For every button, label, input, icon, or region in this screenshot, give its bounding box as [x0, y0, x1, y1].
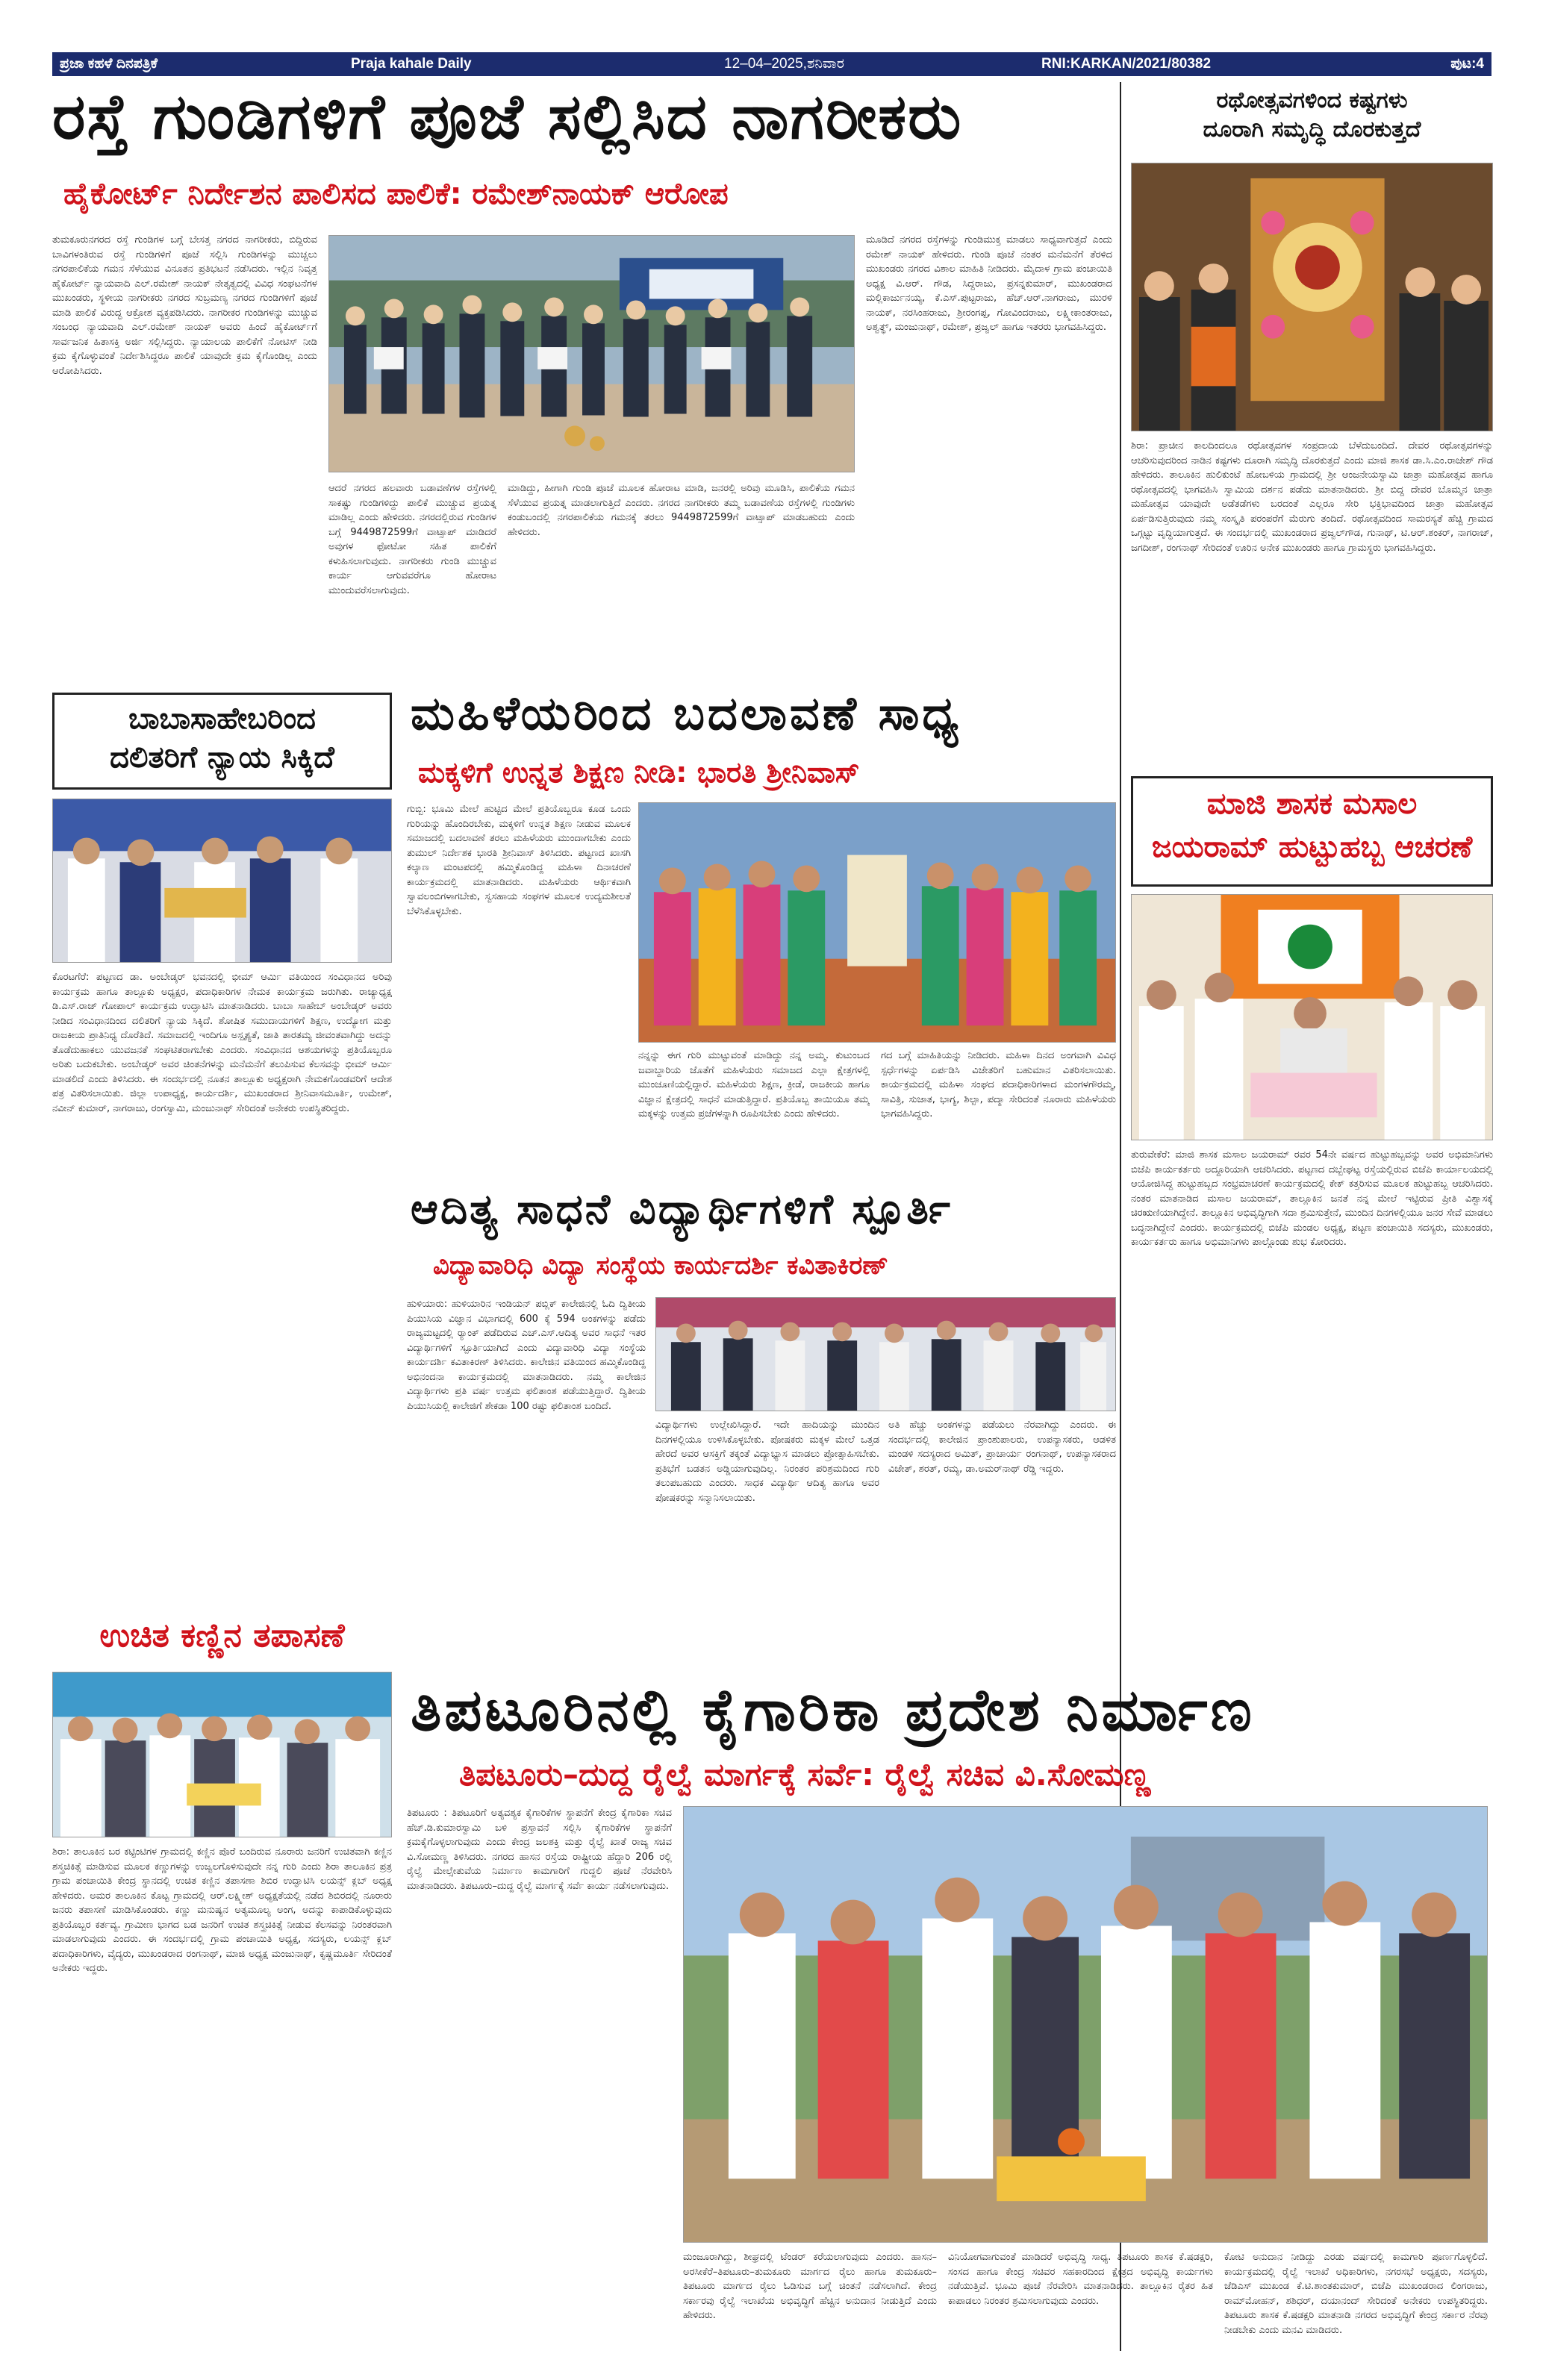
story2-headline-box [1131, 88, 1493, 142]
story8-column-2: ಮಂಜೂರಾಗಿದ್ದು, ಶೀಘ್ರದಲ್ಲಿ ಟೆಂಡರ್ ಕರೆಯಲಾಗುವುದು ಎಂದರು. ಹಾಸನ–ಅರಸೀಕೆರೆ–ತಿಪಟೂರು–ತುಮಕೂರು ಮಾರ್ಗದ ರೈಲು ಹಾಗೂ ತುಮಕೂರು–ತಿಪಟೂರು ಮಾರ್ಗದ ರೈಲು ಓಡಿಸುವ ಬಗ್ಗೆ ಚಿಂತನೆ ನಡೆಸಲಾಗಿದೆ. ಕೇಂದ್ರ ಸರ್ಕಾರವು ರೈಲ್ವೆ ಇಲಾಖೆಯ ಅಭಿವೃದ್ಧಿಗೆ ಹೆಚ್ಚಿನ ಅನುದಾನ ನೀಡುತ್ತಿದೆ ಎಂದು ಹೇಳಿದರು. [683, 2252, 937, 2321]
story6-headline: ಆದಿತ್ಯ ಸಾಧನೆ ವಿದ್ಯಾರ್ಥಿಗಳಿಗೆ ಸ್ಪೂರ್ತಿ [411, 1185, 953, 1234]
story3-headline-line-1: ಬಾಬಾಸಾಹೇಬರಿಂದ [128, 702, 316, 736]
story8-railway-puja-photo [683, 1806, 1488, 2243]
story8-column-3: ವಿನಿಯೋಗವಾಗುವಂತೆ ಮಾಡಿದರೆ ಅಭಿವೃದ್ಧಿ ಸಾಧ್ಯ. ತಿಪಟೂರು ಶಾಸಕ ಕೆ.ಷಡಕ್ಷರಿ, ಸಂಸದ ಹಾಗೂ ಕೇಂದ್ರ ಸಚಿವರ ಸಹಕಾರದಿಂದ ಕ್ಷೇತ್ರದ ಅಭಿವೃದ್ಧಿ ಕಾರ್ಯಗಳು ನಡೆಯುತ್ತಿವೆ. ಭೂಮಿ ಪೂಜೆ ನೆರವೇರಿಸಿ ಮಾತನಾಡಿದರು. ತಾಲ್ಲೂಕಿನ ರೈತರ ಹಿತ ಕಾಪಾಡಲು ನಿರಂತರ ಶ್ರಮಿಸಲಾಗುವುದು ಎಂದರು. [948, 2252, 1213, 2307]
story2-headline-line-2: ದೂರಾಗಿ ಸಮೃದ್ಧಿ ದೊರಕುತ್ತದೆ [1203, 116, 1421, 143]
story4-headline: ಮಹಿಳೆಯರಿಂದ ಬದಲಾವಣೆ ಸಾಧ್ಯ [411, 686, 961, 740]
story3-felicitation-photo [52, 799, 392, 963]
story3-body: ಕೊರಟಗೆರೆ: ಪಟ್ಟಣದ ಡಾ. ಅಂಬೇಡ್ಕರ್ ಭವನದಲ್ಲಿ ಭೀಮ್ ಆರ್ಮಿ ವತಿಯಿಂದ ಸಂವಿಧಾನದ ಅರಿವು ಕಾರ್ಯಕ್ರಮ ಹಾಗೂ ತಾಲ್ಲೂಕು ಅಧ್ಯಕ್ಷರ, ಪದಾಧಿಕಾರಿಗಳ ನೇಮಕ ಕಾರ್ಯಕ್ರಮ ಜರುಗಿತು. ರಾಜ್ಯಾಧ್ಯಕ್ಷ ಡಿ.ಎಸ್.ರಾಜ್ ಗೋಪಾಲ್ ಕಾರ್ಯಕ್ರಮ ಉದ್ಘಾಟಿಸಿ ಮಾತನಾಡಿದರು. ಬಾಬಾ ಸಾಹೇಬ್ ಅಂಬೇಡ್ಕರ್ ಅವರು ನೀಡಿದ ಸಂವಿಧಾನದಿಂದ ದಲಿತರಿಗೆ ನ್ಯಾಯ ಸಿಕ್ಕಿದೆ. ಶೋಷಿತ ಸಮುದಾಯಗಳಿಗೆ ಶಿಕ್ಷಣ, ಉದ್ಯೋಗ ಮತ್ತು ರಾಜಕೀಯ ಪ್ರಾತಿನಿಧ್ಯ ದೊರೆತಿದೆ. ಸಮಾಜದಲ್ಲಿ ಇಂದಿಗೂ ಅಸ್ಪೃಶ್ಯತೆ, ಜಾತಿ ತಾರತಮ್ಯ ಜೀವಂತವಾಗಿದ್ದು ಅದನ್ನು ತೊಡೆದುಹಾಕಲು ಯುವಜನತೆ ಸಂಘಟಿತರಾಗಬೇಕು ಎಂದರು. ಸಂವಿಧಾನದ ಆಶಯಗಳನ್ನು ಪ್ರತಿಯೊಬ್ಬರೂ ಅರಿತು ಬದುಕಬೇಕು. ಅಂಬೇಡ್ಕರ್ ಅವರ ಚಿಂತನೆಗಳನ್ನು ಮನೆಮನೆಗೆ ತಲುಪಿಸುವ ಕೆಲಸವನ್ನು ಭೀಮ್ ಆರ್ಮಿ ಮಾಡಲಿದೆ ಎಂದು ತಿಳಿಸಿದರು. ಈ ಸಂದರ್ಭದಲ್ಲಿ ನೂತನ ತಾಲ್ಲೂಕು ಅಧ್ಯಕ್ಷರಾಗಿ ನೇಮಕಗೊಂಡವರಿಗೆ ಆದೇಶ ಪತ್ರ ವಿತರಿಸಲಾಯಿತು. ಜಿಲ್ಲಾ ಉಪಾಧ್ಯಕ್ಷ, ಕಾರ್ಯದರ್ಶಿ, ಮುಖಂಡರಾದ ಶ್ರೀನಿವಾಸಮೂರ್ತಿ, ಉಮೇಶ್, ನವೀನ್ ಕುಮಾರ್, ನಾಗರಾಜು, ರಂಗಸ್ವಾಮಿ, ಮಂಜುನಾಥ್ ಸೇರಿದಂತೆ ಅನೇಕರು ಉಪಸ್ಥಿತರಿದ್ದರು. [52, 972, 392, 1114]
story1-column-3: ಮಾಡಿದ್ದು, ಹೀಗಾಗಿ ಗುಂಡಿ ಪೂಜೆ ಮೂಲಕ ಹೋರಾಟ ಮಾಡಿ, ಜನರಲ್ಲಿ ಅರಿವು ಮೂಡಿಸಿ, ಪಾಲಿಕೆಯ ಗಮನ ಸೆಳೆಯುವ ಪ್ರಯತ್ನ ಮಾಡಲಾಗುತ್ತಿದೆ ಎಂದರು. ನಗರದ ನಾಗರೀಕರು ತಮ್ಮ ಬಡಾವಣೆಯ ರಸ್ತೆಗಳಲ್ಲಿ ಗುಂಡಿಗಳು ಕಂಡುಬಂದಲ್ಲಿ ನಗರಪಾಲಿಕೆಯ ಗಮನಕ್ಕೆ ತರಲು 9449872599ಗೆ ವಾಟ್ಸಾಪ್ ಮಾಡಬಹುದು ಎಂದು ಹೇಳಿದರು. [508, 483, 855, 538]
story4-column-1: ಗುಬ್ಬಿ: ಭೂಮಿ ಮೇಲೆ ಹುಟ್ಟಿದ ಮೇಲೆ ಪ್ರತಿಯೊಬ್ಬರೂ ಕೂಡ ಒಂದು ಗುರಿಯನ್ನು ಹೊಂದಿರಬೇಕು, ಮಕ್ಕಳಿಗೆ ಉನ್ನತ ಶಿಕ್ಷಣ ನೀಡುವ ಮೂಲಕ ಸಮಾಜದಲ್ಲಿ ಬದಲಾವಣೆ ತರಲು ಮಹಿಳೆಯರು ಮುಂದಾಗಬೇಕು ಎಂದು ತುಮುಲ್ ನಿರ್ದೇಶಕ ಭಾರತಿ ಶ್ರೀನಿವಾಸ್ ತಿಳಿಸಿದರು. ಪಟ್ಟಣದ ಖಾಸಗಿ ಕಲ್ಯಾಣ ಮಂಟಪದಲ್ಲಿ ಹಮ್ಮಿಕೊಂಡಿದ್ದ ಮಹಿಳಾ ದಿನಾಚರಣೆ ಕಾರ್ಯಕ್ರಮದಲ್ಲಿ ಮಾತನಾಡಿದರು. ಮಹಿಳೆಯರು ಆರ್ಥಿಕವಾಗಿ ಸ್ವಾವಲಂಬಿಗಳಾಗಬೇಕು, ಸ್ವಸಹಾಯ ಸಂಘಗಳ ಮೂಲಕ ಉದ್ಯಮಶೀಲತೆ ಬೆಳೆಸಿಕೊಳ್ಳಬೇಕು. [407, 804, 631, 917]
story7-body: ಶಿರಾ: ತಾಲೂಕಿನ ಬರ ಕಟ್ಟಿಂಟಿಗಳ ಗ್ರಾಮದಲ್ಲಿ ಕಣ್ಣಿನ ಪೊರೆ ಬಂದಿರುವ ನೂರಾರು ಜನರಿಗೆ ಉಚಿತವಾಗಿ ಕಣ್ಣಿನ ಶಸ್ತ್ರಚಿಕಿತ್ಸೆ ಮಾಡಿಸುವ ಮೂಲಕ ಕಣ್ಣುಗಳನ್ನು ಉಜ್ವಲಗೊಳಿಸುವುದೇ ನನ್ನ ಗುರಿ ಎಂದು ಶಿರಾ ತಾಲೂಕಿನ ಪ್ರತ್ರ ಗ್ರಾಮ ಪಂಚಾಯಿತಿ ಕೇಂದ್ರ ಸ್ಥಾನದಲ್ಲಿ ಉಚಿತ ಕಣ್ಣಿನ ತಪಾಸಣಾ ಶಿಬಿರ ಉದ್ಘಾಟಿಸಿ ಲಯನ್ಸ್ ಕ್ಲಬ್ ಅಧ್ಯಕ್ಷ ಹೇಳಿದರು. ಅಮರ ತಾಲೂಕಿನ ಕೊಟ್ಟ ಗ್ರಾಮದಲ್ಲಿ ಆರ್.ಲಕ್ಷ್ಮೀಶ್ ಅಧ್ಯಕ್ಷತೆಯಲ್ಲಿ ನಡೆದ ಶಿಬಿರದಲ್ಲಿ ನೂರಾರು ಜನರು ತಪಾಸಣೆ ಮಾಡಿಸಿಕೊಂಡರು. ಕಣ್ಣು ಮನುಷ್ಯನ ಅತ್ಯಮೂಲ್ಯ ಅಂಗ, ಅದನ್ನು ಕಾಪಾಡಿಕೊಳ್ಳುವುದು ಪ್ರತಿಯೊಬ್ಬರ ಕರ್ತವ್ಯ. ಗ್ರಾಮೀಣ ಭಾಗದ ಬಡ ಜನರಿಗೆ ಉಚಿತ ಶಸ್ತ್ರಚಿಕಿತ್ಸೆ ನೀಡುವ ಕೆಲಸವನ್ನು ನಿರಂತರವಾಗಿ ಮಾಡಲಾಗುವುದು ಎಂದರು. ಈ ಸಂದರ್ಭದಲ್ಲಿ ಗ್ರಾಮ ಪಂಚಾಯಿತಿ ಅಧ್ಯಕ್ಷ, ಸದಸ್ಯರು, ಲಯನ್ಸ್ ಕ್ಲಬ್ ಪದಾಧಿಕಾರಿಗಳು, ವೈದ್ಯರು, ಮುಖಂಡರಾದ ರಂಗನಾಥ್, ಮಾಜಿ ಅಧ್ಯಕ್ಷ ಮಂಜುನಾಥ್, ಕೃಷ್ಣಮೂರ್ತಿ ಸೇರಿದಂತೆ ಅನೇಕರು ಇದ್ದರು. [52, 1846, 392, 1974]
story6-college-photo [655, 1297, 1116, 1411]
story8-column-1: ತಿಪಟೂರು : ತಿಪಟೂರಿಗೆ ಅತ್ಯವಶ್ಯಕ ಕೈಗಾರಿಕೆಗಳ ಸ್ಥಾಪನೆಗೆ ಕೇಂದ್ರ ಕೈಗಾರಿಕಾ ಸಚಿವ ಹೆಚ್.ಡಿ.ಕುಮಾರಸ್ವಾಮಿ ಬಳಿ ಪ್ರಸ್ತಾವನೆ ಸಲ್ಲಿಸಿ ಕೈಗಾರಿಕೆಗಳ ಸ್ಥಾಪನೆಗೆ ಕ್ರಮಕೈಗೊಳ್ಳಲಾಗುವುದು ಎಂದು ಕೇಂದ್ರ ಜಲಶಕ್ತಿ ಮತ್ತು ರೈಲ್ವೆ ಖಾತೆ ರಾಜ್ಯ ಸಚಿವ ವಿ.ಸೋಮಣ್ಣ ತಿಳಿಸಿದರು. ನಗರದ ಹಾಸನ ರಸ್ತೆಯ ರಾಷ್ಟ್ರೀಯ ಹೆದ್ದಾರಿ 206 ರಲ್ಲಿ ರೈಲ್ವೆ ಮೇಲ್ಸೇತುವೆಯ ನಿರ್ಮಾಣ ಕಾಮಗಾರಿಗೆ ಗುದ್ದಲಿ ಪೂಜೆ ನೆರವೇರಿಸಿ ಮಾತನಾಡಿದರು. ತಿಪಟೂರು–ದುದ್ದ ರೈಲ್ವೆ ಮಾರ್ಗಕ್ಕೆ ಸರ್ವೆ ಕಾರ್ಯ ನಡೆಸಲಾಗುವುದು. [407, 1808, 672, 1892]
story6-column-3: ಅತಿ ಹೆಚ್ಚು ಅಂಕಗಳನ್ನು ಪಡೆಯಲು ನೆರವಾಗಿದ್ದು ಎಂದರು. ಈ ಸಂದರ್ಭದಲ್ಲಿ ಕಾಲೇಜಿನ ಪ್ರಾಂಶುಪಾಲರು, ಉಪನ್ಯಾಸಕರು, ಆಡಳಿತ ಮಂಡಳಿ ಸದಸ್ಯರಾದ ಅಮಿತ್, ಪ್ರಾಚಾರ್ಯ ರಂಗನಾಥ್, ಉಪನ್ಯಾಸಕರಾದ ವಿಜೇತ್, ಶರತ್, ರಮ್ಯ, ಡಾ.ಅಮರ್‌ನಾಥ್ ರೆಡ್ಡಿ ಇದ್ದರು. [888, 1419, 1116, 1475]
masthead-kannada-name: ಪ್ರಜಾ ಕಹಳೆ ದಿನಪತ್ರಿಕೆ [60, 56, 158, 72]
story3-headline-line-2: ದಲಿತರಿಗೆ ನ್ಯಾಯ ಸಿಕ್ಕಿದೆ [110, 740, 334, 775]
story1-subhead: ಹೈಕೋರ್ಟ್ ನಿರ್ದೇಶನ ಪಾಲಿಸದ ಪಾಲಿಕೆ: ರಮೇಶ್‌ನಾಯಕ್ ಆರೋಪ [63, 177, 729, 211]
story6-subhead: ವಿದ್ಯಾವಾರಿಧಿ ವಿದ್ಯಾ ಸಂಸ್ಥೆಯ ಕಾರ್ಯದರ್ಶಿ ಕವಿತಾಕಿರಣ್ [433, 1251, 888, 1281]
story4-subhead: ಮಕ್ಕಳಿಗೆ ಉನ್ನತ ಶಿಕ್ಷಣ ನೀಡಿ: ಭಾರತಿ ಶ್ರೀನಿವಾಸ್ [418, 756, 860, 789]
masthead-rni: RNI:KARKAN/2021/80382 [1041, 56, 1212, 72]
masthead-bar [52, 52, 1491, 76]
story5-body: ತುರುವೇಕೆರೆ: ಮಾಜಿ ಶಾಸಕ ಮಸಾಲ ಜಯರಾಮ್ ರವರ 54ನೇ ವರ್ಷದ ಹುಟ್ಟುಹಬ್ಬವನ್ನು ಅವರ ಅಭಿಮಾನಿಗಳು ಬಿಜೆಪಿ ಕಾರ್ಯಕರ್ತರು ಅದ್ದೂರಿಯಾಗಿ ಆಚರಿಸಿದರು. ಪಟ್ಟಣದ ದಬ್ಬೇಘಟ್ಟ ರಸ್ತೆಯಲ್ಲಿರುವ ಬಿಜೆಪಿ ಕಾರ್ಯಾಲಯದಲ್ಲಿ ಆಯೋಜಿಸಿದ್ದ ಹುಟ್ಟುಹಬ್ಬದ ಸಂಭ್ರಮಾಚರಣೆ ಕಾರ್ಯಕ್ರಮದಲ್ಲಿ ಕೇಕ್ ಕತ್ತರಿಸುವ ಮೂಲಕ ಹುಟ್ಟುಹಬ್ಬ ಆಚರಿಸಿದರು. ನಂತರ ಮಾತನಾಡಿದ ಮಸಾಲ ಜಯರಾಮ್, ತಾಲ್ಲೂಕಿನ ಜನತೆ ನನ್ನ ಮೇಲೆ ಇಟ್ಟಿರುವ ಪ್ರೀತಿ ವಿಶ್ವಾಸಕ್ಕೆ ಚಿರಋಣಿಯಾಗಿದ್ದೇನೆ. ತಾಲ್ಲೂಕಿನ ಅಭಿವೃದ್ಧಿಗಾಗಿ ಸದಾ ಶ್ರಮಿಸುತ್ತೇನೆ, ಮುಂದಿನ ದಿನಗಳಲ್ಲಿಯೂ ಜನರ ಸೇವೆ ಮಾಡಲು ಬದ್ಧನಾಗಿದ್ದೇನೆ ಎಂದರು. ಕಾರ್ಯಕ್ರಮದಲ್ಲಿ ಬಿಜೆಪಿ ಮಂಡಲ ಅಧ್ಯಕ್ಷ, ಪಟ್ಟಣ ಪಂಚಾಯಿತಿ ಸದಸ್ಯರು, ಮುಖಂಡರು, ಕಾರ್ಯಕರ್ತರು ಹಾಗೂ ಅಭಿಮಾನಿಗಳು ಪಾಲ್ಗೊಂಡು ಶುಭ ಕೋರಿದರು. [1131, 1149, 1493, 1248]
story7-eye-camp-photo [52, 1672, 392, 1837]
story7-headline: ಉಚಿತ ಕಣ್ಣಿನ ತಪಾಸಣೆ [99, 1617, 345, 1655]
story3-headline-box [52, 693, 392, 790]
story5-headline-line-2: ಜಯರಾಮ್ ಹುಟ್ಟುಹಬ್ಬ ಆಚರಣೆ [1151, 830, 1473, 864]
story8-headline: ತಿಪಟೂರಿನಲ್ಲಿ ಕೈಗಾರಿಕಾ ಪ್ರದೇಶ ನಿರ್ಮಾಣ [411, 1677, 1255, 1744]
story8-column-4: ಕೋಟಿ ಅನುದಾನ ನೀಡಿದ್ದು ಎರಡು ವರ್ಷದಲ್ಲಿ ಕಾಮಗಾರಿ ಪೂರ್ಣಗೊಳ್ಳಲಿದೆ. ಕಾರ್ಯಕ್ರಮದಲ್ಲಿ ರೈಲ್ವೆ ಇಲಾಖೆ ಅಧಿಕಾರಿಗಳು, ನಗರಸಭೆ ಅಧ್ಯಕ್ಷರು, ಸದಸ್ಯರು, ಜೆಡಿಎಸ್ ಮುಖಂಡ ಕೆ.ಟಿ.ಶಾಂತಕುಮಾರ್, ಬಿಜೆಪಿ ಮುಖಂಡರಾದ ಲಿಂಗರಾಜು, ರಾಮ್‌ಮೋಹನ್, ಶಶಿಧರ್, ದಯಾನಂದ್ ಸೇರಿದಂತೆ ಅನೇಕರು ಉಪಸ್ಥಿತರಿದ್ದರು. ತಿಪಟೂರು ಶಾಸಕ ಕೆ.ಷಡಕ್ಷರಿ ಮಾತನಾಡಿ ನಗರದ ಅಭಿವೃದ್ಧಿಗೆ ಕೇಂದ್ರ ಸರ್ಕಾರ ನೆರವು ನೀಡಬೇಕು ಎಂದು ಮನವಿ ಮಾಡಿದರು. [1224, 2252, 1488, 2336]
story4-women-day-photo [638, 802, 1116, 1043]
story2-temple-photo [1131, 163, 1493, 431]
masthead-date: 12–04–2025,ಶನಿವಾರ [724, 56, 844, 72]
story2-headline-line-1: ರಥೋತ್ಸವಗಳಿಂದ ಕಷ್ಟಗಳು [1216, 87, 1408, 113]
story1-column-1: ತುಮಕೂರುನಗರದ ರಸ್ತೆ ಗುಂಡಿಗಳ ಬಗ್ಗೆ ಬೇಸತ್ತ ನಗರದ ನಾಗರೀಕರು, ಬಿದ್ದಿರುವ ಬಾವಿಗಳಂತಿರುವ ರಸ್ತೆ ಗುಂಡಿಗಳಿಗೆ ಪೂಜೆ ಸಲ್ಲಿಸಿ ಗುಂಡಿಗಳನ್ನು ಮುಚ್ಚಲು ನಗರಪಾಲಿಕೆಯ ಗಮನ ಸೆಳೆಯುವ ವಿನೂತನ ಪ್ರತಿಭಟನೆ ನಡೆಸಿದರು. ಇಲ್ಲಿನ ನಿವೃತ್ತ ಹೈಕೋರ್ಟ್ ನ್ಯಾಯವಾದಿ ಎಲ್.ರಮೇಶ್ ನಾಯಕ್ ನೇತೃತ್ವದಲ್ಲಿ ವಿವಿಧ ಸಂಘಟನೆಗಳ ಮುಖಂಡರು, ಸ್ಥಳೀಯ ನಾಗರೀಕರು ನಗರದ ಸುಬ್ರಮಣ್ಯ ನಗರದ ಗುಂಡಿಗಳಿಗೆ ಪೂಜೆ ಮಾಡಿ ಪಾಲಿಕೆ ವಿರುದ್ಧ ಆಕ್ರೋಶ ವ್ಯಕ್ತಪಡಿಸಿದರು. ನಾಗರೀಕರ ಗುಂಡಿಗಳನ್ನು ಮುಚ್ಚುವ ಸಂಬಂಧ ನ್ಯಾಯವಾದಿ ಎಲ್.ರಮೇಶ್ ನಾಯಕ್ ಅವರು ಹಿಂದೆ ಹೈಕೋರ್ಟ್‌ಗೆ ಸಾರ್ವಜನಿಕ ಹಿತಾಸಕ್ತಿ ಅರ್ಜಿ ಸಲ್ಲಿಸಿದ್ದರು. ನ್ಯಾಯಾಲಯ ಪಾಲಿಕೆಗೆ ನೋಟಿಸ್ ನೀಡಿ ಕ್ರಮ ಕೈಗೊಳ್ಳುವಂತೆ ನಿರ್ದೇಶಿಸಿದ್ದರೂ ಪಾಲಿಕೆ ಯಾವುದೇ ಕ್ರಮ ಕೈಗೊಂಡಿಲ್ಲ ಎಂದು ಆರೋಪಿಸಿದರು. [52, 234, 317, 377]
story1-headline: ರಸ್ತೆ ಗುಂಡಿಗಳಿಗೆ ಪೂಜೆ ಸಲ್ಲಿಸಿದ ನಾಗರೀಕರು [52, 80, 963, 153]
story5-birthday-photo [1131, 894, 1493, 1140]
story6-column-2: ವಿದ್ಯಾರ್ಥಿಗಳು ಉಲ್ಲೇಖಿಸಿದ್ದಾರೆ. ಇದೇ ಹಾದಿಯನ್ನು ಮುಂದಿನ ದಿನಗಳಲ್ಲಿಯೂ ಉಳಿಸಿಕೊಳ್ಳಬೇಕು. ಪೋಷಕರು ಮಕ್ಕಳ ಮೇಲೆ ಒತ್ತಡ ಹೇರದೆ ಅವರ ಆಸಕ್ತಿಗೆ ತಕ್ಕಂತೆ ವಿದ್ಯಾಭ್ಯಾಸ ಮಾಡಲು ಪ್ರೋತ್ಸಾಹಿಸಬೇಕು. ಪ್ರತಿಭೆಗೆ ಬಡತನ ಅಡ್ಡಿಯಾಗುವುದಿಲ್ಲ. ನಿರಂತರ ಪರಿಶ್ರಮದಿಂದ ಗುರಿ ತಲುಪಬಹುದು ಎಂದರು. ಸಾಧಕ ವಿದ್ಯಾರ್ಥಿ ಆದಿತ್ಯ ಹಾಗೂ ಅವರ ಪೋಷಕರನ್ನು ಸನ್ಮಾನಿಸಲಾಯಿತು. [655, 1419, 879, 1504]
story2-body: ಶಿರಾ: ಪ್ರಾಚೀನ ಕಾಲದಿಂದಲೂ ರಥೋತ್ಸವಗಳ ಸಂಪ್ರದಾಯ ಬೆಳೆದುಬಂದಿದೆ. ದೇವರ ರಥೋತ್ಸವಗಳನ್ನು ಆಚರಿಸುವುದರಿಂದ ನಾಡಿನ ಕಷ್ಟಗಳು ದೂರಾಗಿ ಸಮೃದ್ಧಿ ದೊರಕುತ್ತದೆ ಎಂದು ಮಾಜಿ ಶಾಸಕ ಡಾ.ಸಿ.ಎಂ.ರಾಜೇಶ್ ಗೌಡ ಹೇಳಿದರು. ತಾಲೂಕಿನ ಹುಲಿಕುಂಟೆ ಹೋಬಳಿಯ ಗ್ರಾಮದಲ್ಲಿ ಶ್ರೀ ಆಂಜನೇಯಸ್ವಾಮಿ ಜಾತ್ರಾ ಮಹೋತ್ಸವ ಹಾಗೂ ರಥೋತ್ಸವದಲ್ಲಿ ಭಾಗವಹಿಸಿ ಸ್ವಾಮಿಯ ದರ್ಶನ ಪಡೆದು ಮಾತನಾಡಿದರು. ಶ್ರೀ ಬಿದ್ದ ದೇವರ ಬೊಮ್ಮನ ಜಾತ್ರಾ ಮಹೋತ್ಸವ ಯಾವುದೇ ಅಡೆತಡೆಗಳು ಬರದಂತೆ ಎಲ್ಲರೂ ಸೇರಿ ಭಕ್ತಿಭಾವದಿಂದ ಜಾತ್ರಾ ಮಹೋತ್ಸವ ಏರ್ಪಡಿಸುತ್ತಿರುವುದು ನಮ್ಮ ಸಂಸ್ಕೃತಿ ಪರಂಪರೆಗೆ ಮೆರುಗು ತಂದಿದೆ. ರಥೋತ್ಸವದಿಂದ ಸಾಮರಸ್ಯತೆ ಹೆಚ್ಚಿ ಗ್ರಾಮದ ಒಗ್ಗಟ್ಟು ವೃದ್ಧಿಯಾಗುತ್ತದೆ. ಈ ಸಂದರ್ಭದಲ್ಲಿ ಮುಖಂಡರಾದ ಪ್ರಜ್ವಲ್‌ಗೌಡ, ಗುನಾಥ್, ಟಿ.ಆರ್.ಶಂಕರ್, ನಾಗರಾಜ್, ಜಗದೀಶ್, ರಂಗನಾಥ್ ಸೇರಿದಂತೆ ಊರಿನ ಅನೇಕ ಮುಖಂಡರು ಹಾಗೂ ಗ್ರಾಮಸ್ಥರು ಭಾಗವಹಿಸಿದ್ದರು. [1131, 440, 1493, 554]
story1-column-2: ಆದರೆ ನಗರದ ಹಲವಾರು ಬಡಾವಣೆಗಳ ರಸ್ತೆಗಳಲ್ಲಿ ಸಾಕಷ್ಟು ಗುಂಡಿಗಳಿದ್ದು ಪಾಲಿಕೆ ಮುಚ್ಚುವ ಪ್ರಯತ್ನ ಮಾಡಿಲ್ಲ ಎಂದು ಹೇಳಿದರು. ನಗರದಲ್ಲಿರುವ ಗುಂಡಿಗಳ ಬಗ್ಗೆ 9449872599ಗೆ ವಾಟ್ಸಾಪ್ ಮಾಡಿದರೆ ಅವುಗಳ ಫೋಟೋ ಸಹಿತ ಪಾಲಿಕೆಗೆ ಕಳುಹಿಸಲಾಗುವುದು. ನಾಗರೀಕರು ಗುಂಡಿ ಮುಚ್ಚುವ ಕಾರ್ಯ ಆಗುವವರೆಗೂ ಹೋರಾಟ ಮುಂದುವರೆಸಲಾಗುವುದು. [328, 483, 496, 596]
story8-subhead: ತಿಪಟೂರು–ದುದ್ದ ರೈಲ್ವೆ ಮಾರ್ಗಕ್ಕೆ ಸರ್ವೆ: ರೈಲ್ವೆ ಸಚಿವ ವಿ.ಸೋಮಣ್ಣ [459, 1756, 1151, 1793]
story1-column-4: ಮೂಡಿದೆ ನಗರದ ರಸ್ತೆಗಳನ್ನು ಗುಂಡಿಮುಕ್ತ ಮಾಡಲು ಸಾಧ್ಯವಾಗುತ್ತದೆ ಎಂದು ರಮೇಶ್ ನಾಯಕ್ ಹೇಳಿದರು. ಗುಂಡಿ ಪೂಜೆ ನಂತರ ಮನೆಮನೆಗೆ ತೆರಳಿದ ಮುಖಂಡರು ನಗರದ ವಿಶಾಲ ಮಾಹಿತಿ ನೀಡಿದರು. ಮೈದಾಳ ಗ್ರಾಮ ಪಂಚಾಯಿತಿ ಅಧ್ಯಕ್ಷ ವಿ.ಆರ್. ಗೌಡ, ಸಿದ್ದರಾಜು, ಪ್ರಸನ್ನಕುಮಾರ್, ಮುಖಂಡರಾದ ಮಲ್ಲಿಕಾರ್ಜುನಯ್ಯ, ಕೆ.ಎಸ್.ಪುಟ್ಟರಾಜು, ಹೆಚ್.ಆರ್.ನಾಗರಾಜು, ಮುರಳಿ ನಾಯಕ್, ನರಸಿಂಹರಾಜು, ಶ್ರೀರಂಗಪ್ಪ, ಗೋವಿಂದರಾಜು, ಲಕ್ಷ್ಮೀಕಾಂತರಾಜು, ಅಶ್ವತ್ಥ್, ಮಂಜುನಾಥ್, ರಮೇಶ್, ಪ್ರಜ್ವಲ್ ಹಾಗೂ ಇತರರು ಭಾಗವಹಿಸಿದ್ದರು. [866, 234, 1112, 333]
masthead-english-name: Praja kahale Daily [351, 56, 472, 72]
story5-headline-box [1131, 776, 1493, 887]
story6-column-1: ಹುಳಿಯಾರು: ಹುಳಿಯಾರಿನ ಇಂಡಿಯನ್ ಪಬ್ಲಿಕ್ ಕಾಲೇಜಿನಲ್ಲಿ ಓದಿ ದ್ವಿತೀಯ ಪಿಯುಸಿಯ ವಿಜ್ಞಾನ ವಿಭಾಗದಲ್ಲಿ 600 ಕ್ಕೆ 594 ಅಂಕಗಳನ್ನು ಪಡೆದು ರಾಜ್ಯಮಟ್ಟದಲ್ಲಿ ರ‍್ಯಾಂಕ್ ಪಡೆದಿರುವ ಎಚ್.ಎಸ್.ಆದಿತ್ಯ ಅವರ ಸಾಧನೆ ಇತರ ವಿದ್ಯಾರ್ಥಿಗಳಿಗೆ ಸ್ಪೂರ್ತಿಯಾಗಿದೆ ಎಂದು ವಿದ್ಯಾವಾರಿಧಿ ವಿದ್ಯಾ ಸಂಸ್ಥೆಯ ಕಾರ್ಯದರ್ಶಿ ಕವಿತಾಕಿರಣ್ ತಿಳಿಸಿದರು. ಕಾಲೇಜಿನ ವತಿಯಿಂದ ಹಮ್ಮಿಕೊಂಡಿದ್ದ ಅಭಿನಂದನಾ ಕಾರ್ಯಕ್ರಮದಲ್ಲಿ ಮಾತನಾಡಿದರು. ನಮ್ಮ ಕಾಲೇಜಿನ ವಿದ್ಯಾರ್ಥಿಗಳು ಪ್ರತಿ ವರ್ಷ ಉತ್ತಮ ಫಲಿತಾಂಶ ಪಡೆಯುತ್ತಿದ್ದಾರೆ. ದ್ವಿತೀಯ ಪಿಯುಸಿಯಲ್ಲಿ ಕಾಲೇಜಿಗೆ ಶೇಕಡಾ 100 ರಷ್ಟು ಫಲಿತಾಂಶ ಬಂದಿದೆ. [407, 1299, 646, 1412]
masthead-page: ಪುಟ:4 [1450, 56, 1484, 72]
story4-column-3: ಗದ ಬಗ್ಗೆ ಮಾಹಿತಿಯನ್ನು ನೀಡಿದರು. ಮಹಿಳಾ ದಿನದ ಅಂಗವಾಗಿ ವಿವಿಧ ಸ್ಪರ್ಧೆಗಳನ್ನು ಏರ್ಪಡಿಸಿ ವಿಜೇತರಿಗೆ ಬಹುಮಾನ ವಿತರಿಸಲಾಯಿತು. ಕಾರ್ಯಕ್ರಮದಲ್ಲಿ ಮಹಿಳಾ ಸಂಘದ ಪದಾಧಿಕಾರಿಗಳಾದ ಮಂಗಳಗೌರಮ್ಮ, ಸಾವಿತ್ರಿ, ಸುಜಾತ, ಭಾಗ್ಯ, ಶಿಲ್ಪಾ, ಪದ್ಮಾ ಸೇರಿದಂತೆ ನೂರಾರು ಮಹಿಳೆಯರು ಭಾಗವಹಿಸಿದ್ದರು. [881, 1050, 1116, 1119]
story5-headline-line-1: ಮಾಜಿ ಶಾಸಕ ಮಸಾಲ [1206, 787, 1418, 821]
story4-column-2: ನನ್ನನ್ನು ಈಗ ಗುರಿ ಮುಟ್ಟುವಂತೆ ಮಾಡಿದ್ದು ನನ್ನ ಅಮ್ಮ. ಕುಟುಂಬದ ಜವಾಬ್ದಾರಿಯ ಜೊತೆಗೆ ಮಹಿಳೆಯರು ಸಮಾಜದ ಎಲ್ಲಾ ಕ್ಷೇತ್ರಗಳಲ್ಲಿ ಮುಂಚೂಣಿಯಲ್ಲಿದ್ದಾರೆ. ಮಹಿಳೆಯರು ಶಿಕ್ಷಣ, ಕ್ರೀಡೆ, ರಾಜಕೀಯ ಹಾಗೂ ವಿಜ್ಞಾನ ಕ್ಷೇತ್ರದಲ್ಲಿ ಸಾಧನೆ ಮಾಡುತ್ತಿದ್ದಾರೆ. ಪ್ರತಿಯೊಬ್ಬ ತಾಯಿಯೂ ತಮ್ಮ ಮಕ್ಕಳನ್ನು ಉತ್ತಮ ಪ್ರಜೆಗಳನ್ನಾಗಿ ರೂಪಿಸಬೇಕು ಎಂದು ಹೇಳಿದರು. [638, 1050, 870, 1119]
story1-protest-photo [328, 235, 855, 472]
